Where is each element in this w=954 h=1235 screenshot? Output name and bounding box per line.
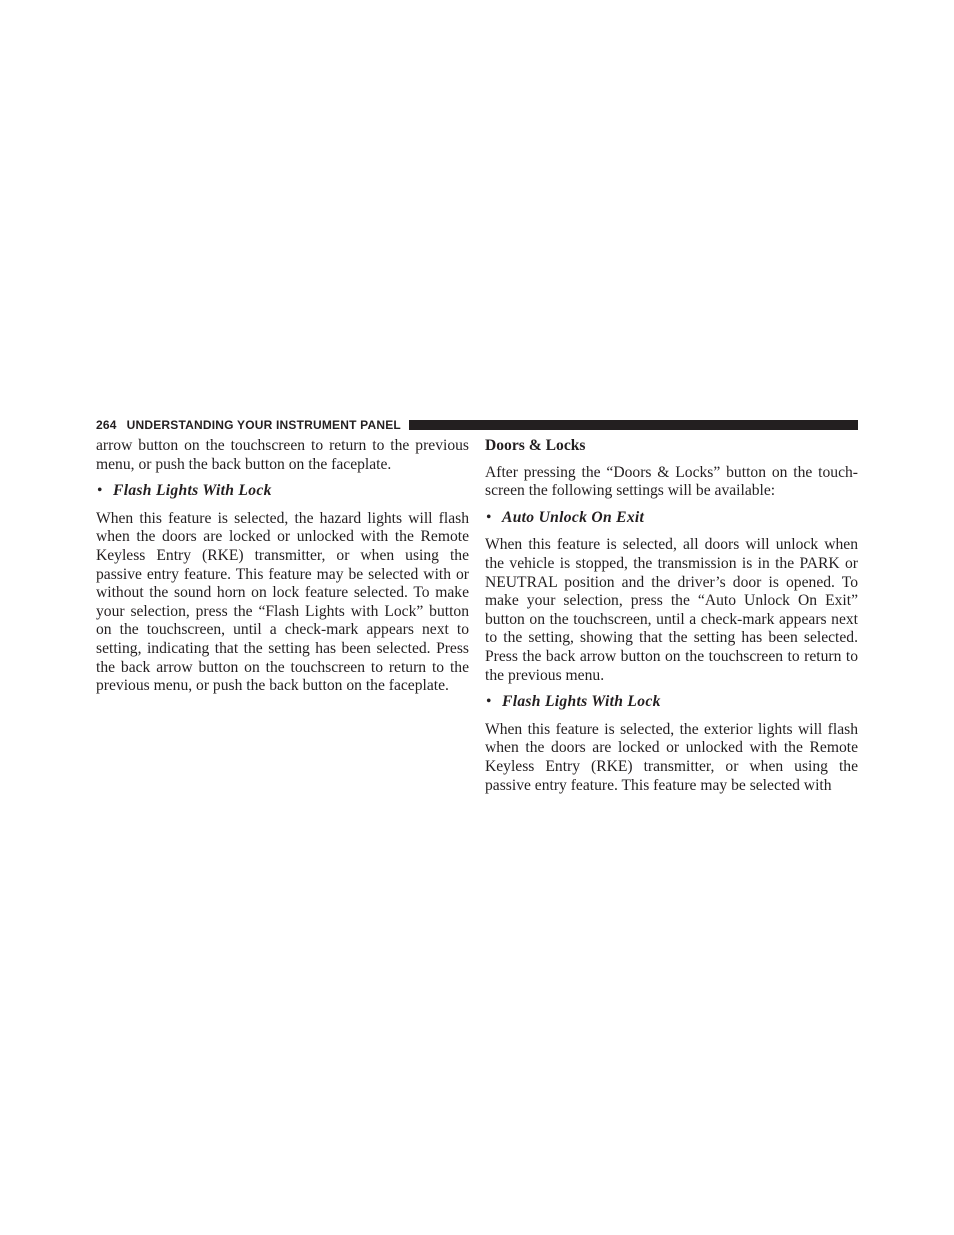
bullet-icon: • [486, 693, 492, 711]
doors-locks-heading: Doors & Locks [485, 437, 586, 454]
page-number: 264 [96, 418, 117, 432]
bullet-flash-lights-exterior [485, 693, 858, 712]
bullet-label: Auto Unlock On Exit [502, 508, 645, 526]
right-column [485, 437, 858, 803]
exterior-flash-paragraph: When this feature is selected, the exterior lights will flash when the doors are locked or unlocked with the Remote Keyless Entry (RKE) transmitter, or when using the passive entry feature. This feature may be selected with [485, 720, 858, 794]
bullet-icon: • [97, 482, 103, 500]
left-column [96, 437, 469, 704]
bullet-flash-lights [96, 482, 469, 501]
doors-locks-intro: After pressing the “Doors & Locks” button on the touchscreen the following settings will be available: [485, 463, 858, 500]
flash-lights-paragraph: When this feature is selected, the hazard lights will flash when the doors are locked or unlocked with the Remote Keyless Entry (RKE) transmitter, or when using the passive entry feature. This feature may be selected with or without the sound horn on lock feature selected. To make your selection, press the “Flash Lights with Lock” button on the touchscreen, until a check-mark appears next to setting, indicating that the setting has been selected. Press the back arrow button on the touchscreen to return to the previous menu, or push the back button on the faceplate. [96, 509, 469, 695]
bullet-icon: • [486, 508, 492, 526]
continued-paragraph: arrow button on the touchscreen to return to the previous menu, or push the back button on the faceplate. [96, 437, 469, 473]
section-title: UNDERSTANDING YOUR INSTRUMENT PANEL [126, 418, 401, 432]
auto-unlock-paragraph: When this feature is selected, all doors will unlock when the vehicle is stopped, the transmission is in the PARK or NEUTRAL position and the driver’s door is opened. To make your selection, press the “Auto Unlock On Exit” button on the touchscreen, until a check-mark appears next to the setting, showing that the setting has been selected. Press the back arrow button on the touchscreen to return to the previous menu. [485, 536, 858, 684]
header-rule [409, 420, 858, 430]
bullet-label: Flash Lights With Lock [502, 693, 661, 711]
bullet-auto-unlock [485, 509, 858, 528]
page-header [96, 417, 858, 433]
bullet-label: Flash Lights With Lock [113, 482, 272, 500]
